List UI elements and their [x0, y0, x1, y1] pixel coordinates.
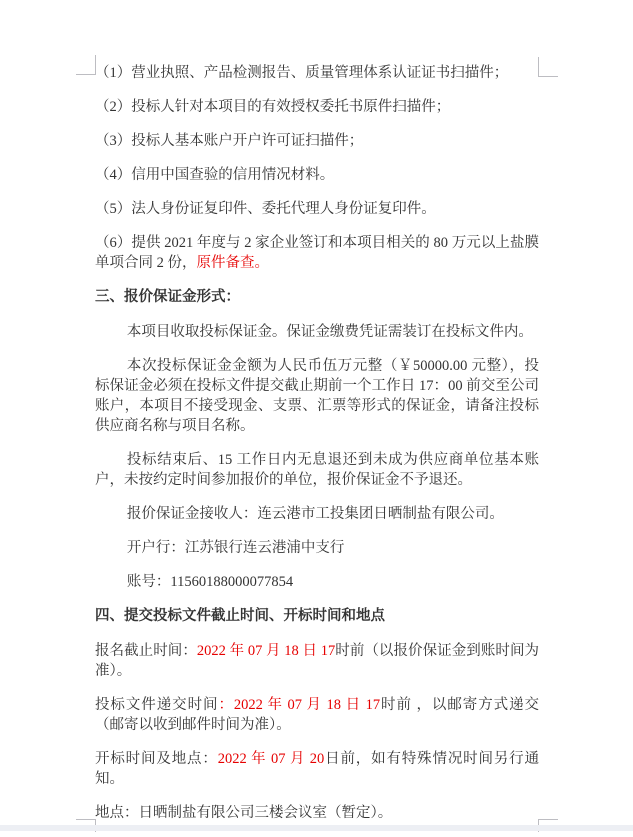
registration-deadline-date: 2022 年 07 月 18 日 17: [196, 643, 336, 659]
registration-deadline-paragraph: [95, 641, 539, 681]
list-item-4: （4）信用中国查验的信用情况材料。: [95, 167, 335, 183]
margin-mark-top-left: [76, 55, 96, 75]
opening-time-date: 2022 年 07 月 20: [217, 751, 325, 767]
item6-text: （6）提供 2021 年度与 2 家企业签订和本项目相关的 80 万元以上盐膜单项合同 2 份，: [95, 235, 539, 271]
list-item-5: （5）法人身份证复印件、委托代理人身份证复印件。: [95, 201, 436, 217]
registration-deadline-rest: 时前（以报价保证金到账时间为准）。: [95, 643, 540, 679]
deposit-intro-paragraph: 本项目收取投标保证金。保证金缴费凭证需装订在投标文件内。: [126, 324, 533, 340]
opening-time-paragraph: [95, 749, 539, 789]
section4-heading: 四、提交投标文件截止时间、开标时间和地点: [95, 608, 385, 624]
submission-time-label: 投标文件递交时间: [95, 697, 219, 713]
submission-time-rest: 时前 ，以邮寄方式递交（邮寄以收到邮件时间为准）。: [95, 697, 540, 733]
registration-deadline-label: 报名截止时间：: [95, 643, 197, 659]
opening-time-label: 开标时间及地点：: [95, 751, 218, 767]
submission-time-paragraph: [95, 695, 539, 735]
document-body: [95, 63, 539, 837]
account-number-paragraph: 账号：11560188000077854: [126, 574, 294, 590]
list-item-1: （1）营业执照、产品检测报告、质量管理体系认证证书扫描件；: [95, 65, 509, 81]
deposit-amount-paragraph: 本次投标保证金金额为人民币伍万元整（￥50000.00 元整），投标保证金必须在投标文件提交截止期前一个工作日 17：00 前交至公司账户，本项目不接受现金、支票、汇票等形式的保证金，请备注投标供应商名称与项目名称。: [95, 358, 539, 434]
bank-name-paragraph: 开户行：江苏银行连云港浦中支行: [126, 540, 345, 556]
margin-mark-top-right: [538, 57, 558, 77]
section3-heading: 三、报价保证金形式：: [95, 289, 240, 305]
opening-time-rest: 日前，如有特殊情况时间另行通知。: [95, 751, 540, 787]
list-item-6: [95, 233, 539, 273]
venue-paragraph: 地点：日晒制盐有限公司三楼会议室（暂定）。: [95, 805, 393, 821]
item6-highlight: 原件备查。: [196, 255, 269, 271]
list-item-3: （3）投标人基本账户开户许可证扫描件；: [95, 133, 364, 149]
page-bottom-gap: [0, 825, 633, 831]
list-item-2: （2）投标人针对本项目的有效授权委托书原件扫描件；: [95, 99, 451, 115]
submission-time-date: ：2022 年 07 月 18 日 17: [218, 697, 381, 713]
deposit-recipient-paragraph: 报价保证金接收人：连云港市工投集团日晒制盐有限公司。: [126, 506, 504, 522]
deposit-refund-paragraph: 投标结束后、15 工作日内无息退还到未成为供应商单位基本账户，未按约定时间参加报价的单位，报价保证金不予退还。: [95, 452, 539, 488]
